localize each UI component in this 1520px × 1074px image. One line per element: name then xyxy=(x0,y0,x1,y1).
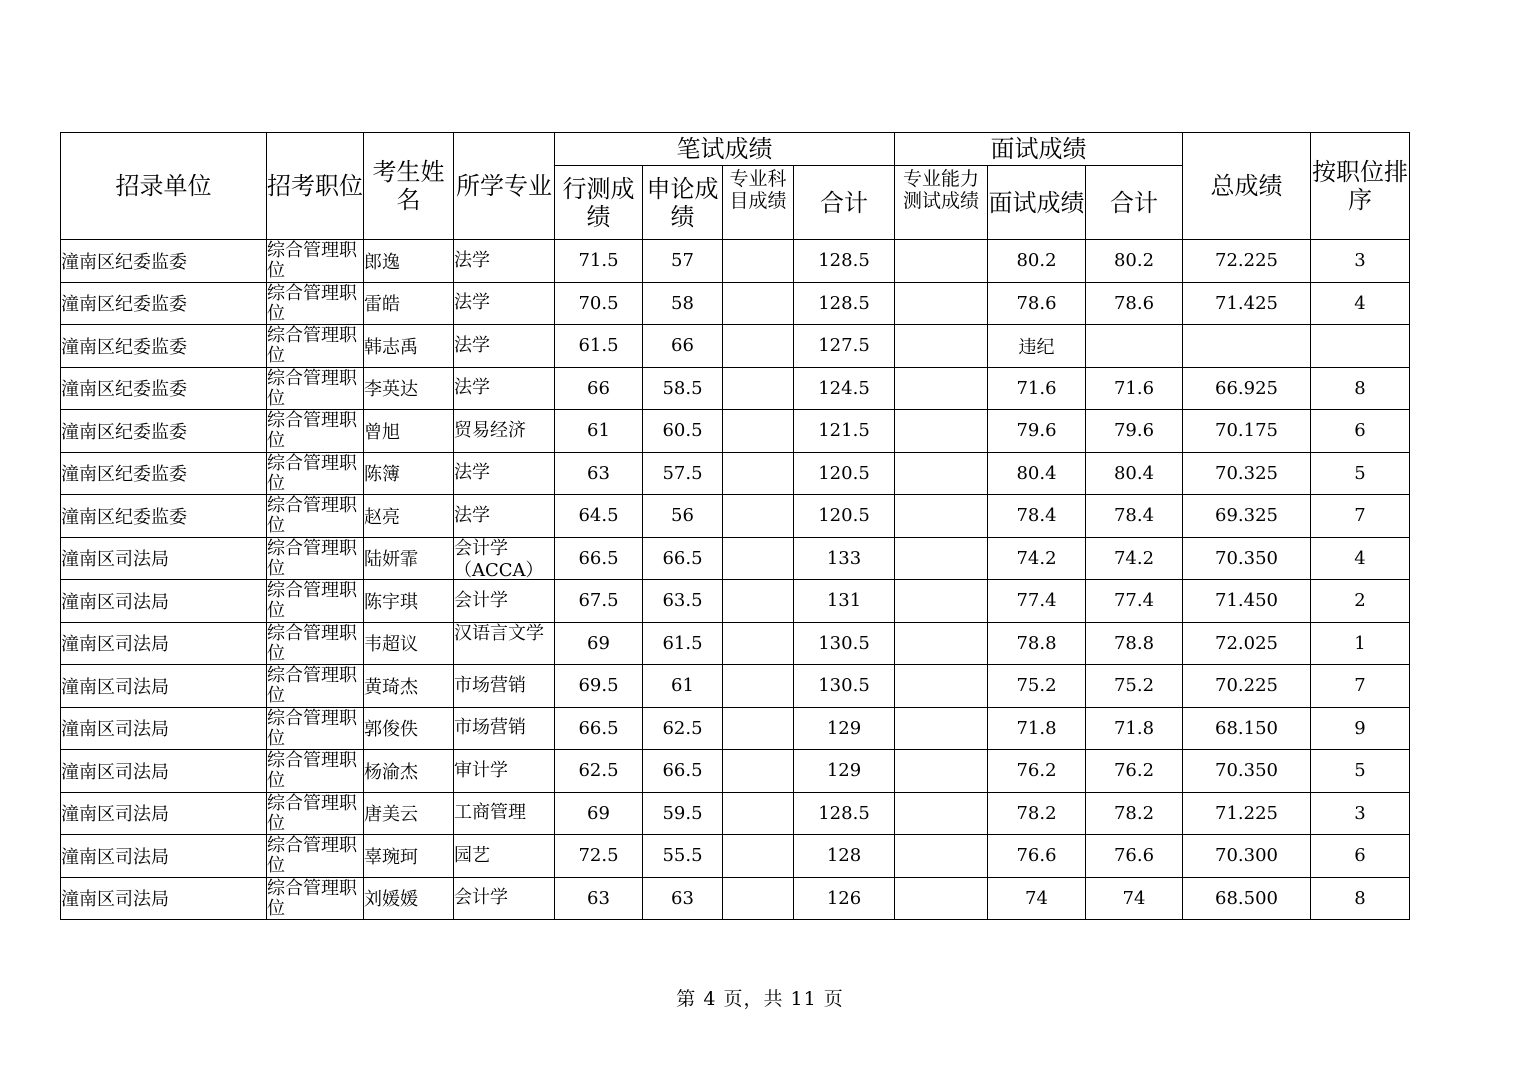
cell-written-total: 128.5 xyxy=(794,792,895,835)
cell-shenlun: 60.5 xyxy=(643,410,723,453)
cell-interview-total: 80.2 xyxy=(1086,240,1183,283)
cell-major xyxy=(454,835,555,878)
cell-major-text: 会计学（ACCA） xyxy=(454,538,544,579)
cell-prof-ability xyxy=(895,410,988,453)
cell-interview-total: 74.2 xyxy=(1086,537,1183,580)
cell-total: 68.500 xyxy=(1183,877,1311,920)
header-written-group: 笔试成绩 xyxy=(555,133,895,166)
cell-xingce: 69.5 xyxy=(555,665,643,708)
cell-prof-subject xyxy=(723,495,794,538)
cell-rank: 6 xyxy=(1311,410,1410,453)
cell-position-text: 综合管理职位 xyxy=(267,792,357,834)
cell-interview-score: 75.2 xyxy=(988,665,1086,708)
cell-xingce: 62.5 xyxy=(555,750,643,793)
cell-interview-total: 71.6 xyxy=(1086,367,1183,410)
cell-prof-subject xyxy=(723,622,794,665)
cell-written-total: 131 xyxy=(794,580,895,623)
cell-major-text: 法学 xyxy=(454,504,490,526)
cell-name: 韩志禹 xyxy=(364,325,454,368)
cell-shenlun: 55.5 xyxy=(643,835,723,878)
cell-position xyxy=(267,835,364,878)
cell-unit: 潼南区司法局 xyxy=(61,665,267,708)
cell-rank: 4 xyxy=(1311,282,1410,325)
cell-position-text: 综合管理职位 xyxy=(267,495,357,536)
cell-xingce: 66.5 xyxy=(555,707,643,750)
cell-interview-score: 74.2 xyxy=(988,537,1086,580)
cell-total: 70.325 xyxy=(1183,452,1311,495)
cell-position-text: 综合管理职位 xyxy=(267,452,357,494)
cell-prof-subject xyxy=(723,792,794,835)
cell-interview-score: 71.8 xyxy=(988,707,1086,750)
cell-interview-score: 80.4 xyxy=(988,452,1086,495)
cell-major xyxy=(454,282,555,325)
cell-position xyxy=(267,580,364,623)
cell-position-text: 综合管理职位 xyxy=(267,707,357,749)
cell-position xyxy=(267,622,364,665)
cell-unit: 潼南区司法局 xyxy=(61,750,267,793)
cell-name: 唐美云 xyxy=(364,792,454,835)
cell-unit: 潼南区纪委监委 xyxy=(61,325,267,368)
cell-written-total: 124.5 xyxy=(794,367,895,410)
cell-position xyxy=(267,410,364,453)
cell-rank: 8 xyxy=(1311,877,1410,920)
cell-prof-subject xyxy=(723,282,794,325)
cell-name: 辜琬珂 xyxy=(364,835,454,878)
header-interview-score: 面试成绩 xyxy=(988,166,1086,240)
cell-interview-total: 74 xyxy=(1086,877,1183,920)
cell-interview-score: 74 xyxy=(988,877,1086,920)
cell-prof-subject xyxy=(723,410,794,453)
cell-interview-total: 79.6 xyxy=(1086,410,1183,453)
cell-xingce: 72.5 xyxy=(555,835,643,878)
cell-major xyxy=(454,580,555,623)
cell-name: 曾旭 xyxy=(364,410,454,453)
cell-rank: 5 xyxy=(1311,750,1410,793)
cell-total: 70.350 xyxy=(1183,537,1311,580)
cell-prof-ability xyxy=(895,877,988,920)
header-major: 所学专业 xyxy=(454,133,555,240)
table-header xyxy=(61,133,1410,240)
cell-major-text: 汉语言文学 xyxy=(454,623,544,645)
cell-major-text: 工商管理 xyxy=(454,802,526,824)
cell-shenlun: 66.5 xyxy=(643,750,723,793)
cell-major xyxy=(454,240,555,283)
cell-prof-ability xyxy=(895,750,988,793)
cell-name: 陆妍霏 xyxy=(364,537,454,580)
cell-interview-score: 违纪 xyxy=(988,325,1086,368)
cell-major-text: 法学 xyxy=(454,462,490,484)
cell-unit: 潼南区司法局 xyxy=(61,877,267,920)
cell-unit: 潼南区纪委监委 xyxy=(61,367,267,410)
cell-xingce: 66 xyxy=(555,367,643,410)
cell-major xyxy=(454,622,555,665)
cell-written-total: 130.5 xyxy=(794,665,895,708)
header-name: 考生姓名 xyxy=(364,133,454,240)
cell-total: 70.350 xyxy=(1183,750,1311,793)
cell-shenlun: 58.5 xyxy=(643,367,723,410)
cell-xingce: 67.5 xyxy=(555,580,643,623)
cell-written-total: 120.5 xyxy=(794,495,895,538)
cell-shenlun: 66.5 xyxy=(643,537,723,580)
cell-name: 陈宇琪 xyxy=(364,580,454,623)
cell-prof-ability xyxy=(895,792,988,835)
table-row xyxy=(61,495,1410,538)
cell-interview-total: 76.2 xyxy=(1086,750,1183,793)
cell-written-total: 133 xyxy=(794,537,895,580)
cell-unit: 潼南区司法局 xyxy=(61,835,267,878)
cell-written-total: 121.5 xyxy=(794,410,895,453)
cell-major-text: 审计学 xyxy=(454,759,508,781)
header-prof-ability-text: 专业能力测试成绩 xyxy=(902,168,979,212)
cell-major-text: 法学 xyxy=(454,377,490,399)
table-row xyxy=(61,707,1410,750)
cell-xingce: 61.5 xyxy=(555,325,643,368)
cell-position xyxy=(267,325,364,368)
cell-position-text: 综合管理职位 xyxy=(267,835,357,876)
cell-major xyxy=(454,495,555,538)
cell-major-text: 法学 xyxy=(454,249,490,271)
cell-shenlun: 57 xyxy=(643,240,723,283)
cell-name: 李英达 xyxy=(364,367,454,410)
cell-unit: 潼南区纪委监委 xyxy=(61,410,267,453)
cell-unit: 潼南区纪委监委 xyxy=(61,495,267,538)
cell-unit: 潼南区司法局 xyxy=(61,707,267,750)
cell-major-text: 会计学 xyxy=(454,887,508,909)
cell-position xyxy=(267,452,364,495)
table-row xyxy=(61,410,1410,453)
cell-position-text: 综合管理职位 xyxy=(267,580,357,621)
cell-total: 71.425 xyxy=(1183,282,1311,325)
cell-position-text: 综合管理职位 xyxy=(267,282,357,324)
cell-total: 71.225 xyxy=(1183,792,1311,835)
cell-name: 杨渝杰 xyxy=(364,750,454,793)
cell-unit: 潼南区纪委监委 xyxy=(61,452,267,495)
cell-unit: 潼南区纪委监委 xyxy=(61,240,267,283)
cell-prof-ability xyxy=(895,580,988,623)
page-footer: 第 4 页，共 11 页 xyxy=(676,988,844,1010)
header-xingce: 行测成绩 xyxy=(555,166,643,240)
cell-major xyxy=(454,707,555,750)
table-body xyxy=(61,240,1410,920)
cell-shenlun: 66 xyxy=(643,325,723,368)
cell-xingce: 71.5 xyxy=(555,240,643,283)
header-shenlun: 申论成绩 xyxy=(643,166,723,240)
cell-prof-ability xyxy=(895,495,988,538)
table-row xyxy=(61,750,1410,793)
cell-major xyxy=(454,665,555,708)
cell-total: 72.225 xyxy=(1183,240,1311,283)
cell-prof-ability xyxy=(895,537,988,580)
cell-rank xyxy=(1311,325,1410,368)
cell-interview-total: 76.6 xyxy=(1086,835,1183,878)
cell-shenlun: 59.5 xyxy=(643,792,723,835)
cell-written-total: 130.5 xyxy=(794,622,895,665)
cell-major xyxy=(454,452,555,495)
cell-prof-subject xyxy=(723,325,794,368)
cell-written-total: 128.5 xyxy=(794,282,895,325)
cell-xingce: 69 xyxy=(555,792,643,835)
cell-interview-score: 71.6 xyxy=(988,367,1086,410)
cell-total: 70.300 xyxy=(1183,835,1311,878)
cell-interview-score: 79.6 xyxy=(988,410,1086,453)
cell-major xyxy=(454,325,555,368)
header-written-total: 合计 xyxy=(794,166,895,240)
cell-interview-score: 76.6 xyxy=(988,835,1086,878)
cell-shenlun: 61 xyxy=(643,665,723,708)
cell-prof-subject xyxy=(723,537,794,580)
cell-major-text: 会计学 xyxy=(454,589,508,611)
cell-interview-total: 78.2 xyxy=(1086,792,1183,835)
cell-prof-ability xyxy=(895,325,988,368)
cell-rank: 3 xyxy=(1311,792,1410,835)
cell-position-text: 综合管理职位 xyxy=(267,325,357,366)
cell-rank: 7 xyxy=(1311,495,1410,538)
cell-written-total: 127.5 xyxy=(794,325,895,368)
cell-interview-score: 78.6 xyxy=(988,282,1086,325)
table-row xyxy=(61,665,1410,708)
cell-rank: 8 xyxy=(1311,367,1410,410)
cell-xingce: 66.5 xyxy=(555,537,643,580)
cell-unit: 潼南区纪委监委 xyxy=(61,282,267,325)
cell-name: 刘媛媛 xyxy=(364,877,454,920)
table-row xyxy=(61,367,1410,410)
cell-rank: 5 xyxy=(1311,452,1410,495)
cell-prof-ability xyxy=(895,835,988,878)
cell-position-text: 综合管理职位 xyxy=(267,537,357,579)
cell-written-total: 129 xyxy=(794,750,895,793)
cell-position-text: 综合管理职位 xyxy=(267,750,357,791)
cell-major xyxy=(454,877,555,920)
cell-position-text: 综合管理职位 xyxy=(267,240,357,281)
cell-position-text: 综合管理职位 xyxy=(267,410,357,451)
cell-position xyxy=(267,537,364,580)
table-row xyxy=(61,580,1410,623)
cell-major-text: 贸易经济 xyxy=(454,419,526,441)
cell-interview-total: 80.4 xyxy=(1086,452,1183,495)
cell-written-total: 129 xyxy=(794,707,895,750)
cell-total: 70.225 xyxy=(1183,665,1311,708)
cell-prof-subject xyxy=(723,367,794,410)
cell-major xyxy=(454,537,555,580)
cell-interview-score: 76.2 xyxy=(988,750,1086,793)
table-row xyxy=(61,452,1410,495)
cell-shenlun: 63.5 xyxy=(643,580,723,623)
cell-xingce: 61 xyxy=(555,410,643,453)
cell-prof-ability xyxy=(895,622,988,665)
cell-shenlun: 63 xyxy=(643,877,723,920)
cell-interview-total: 77.4 xyxy=(1086,580,1183,623)
cell-xingce: 64.5 xyxy=(555,495,643,538)
cell-interview-score: 78.2 xyxy=(988,792,1086,835)
cell-total: 72.025 xyxy=(1183,622,1311,665)
cell-total xyxy=(1183,325,1311,368)
cell-prof-subject xyxy=(723,835,794,878)
cell-xingce: 70.5 xyxy=(555,282,643,325)
cell-prof-ability xyxy=(895,707,988,750)
cell-shenlun: 62.5 xyxy=(643,707,723,750)
cell-interview-total: 78.4 xyxy=(1086,495,1183,538)
cell-name: 郎逸 xyxy=(364,240,454,283)
cell-rank: 3 xyxy=(1311,240,1410,283)
header-rank: 按职位排序 xyxy=(1311,133,1410,240)
cell-shenlun: 57.5 xyxy=(643,452,723,495)
cell-interview-score: 80.2 xyxy=(988,240,1086,283)
cell-written-total: 126 xyxy=(794,877,895,920)
table-row xyxy=(61,877,1410,920)
table-row xyxy=(61,537,1410,580)
cell-position-text: 综合管理职位 xyxy=(267,665,357,706)
cell-unit: 潼南区司法局 xyxy=(61,580,267,623)
table-row xyxy=(61,325,1410,368)
cell-position xyxy=(267,665,364,708)
cell-prof-subject xyxy=(723,665,794,708)
cell-prof-subject xyxy=(723,240,794,283)
header-prof-subject-text: 专业科目成绩 xyxy=(729,168,787,212)
cell-major-text: 市场营销 xyxy=(454,674,526,696)
cell-interview-total: 71.8 xyxy=(1086,707,1183,750)
cell-interview-total: 78.6 xyxy=(1086,282,1183,325)
cell-position-text: 综合管理职位 xyxy=(267,367,357,409)
cell-interview-score: 78.4 xyxy=(988,495,1086,538)
cell-major-text: 园艺 xyxy=(454,844,490,866)
cell-xingce: 63 xyxy=(555,877,643,920)
cell-written-total: 120.5 xyxy=(794,452,895,495)
header-interview-group: 面试成绩 xyxy=(895,133,1183,166)
table-row xyxy=(61,835,1410,878)
cell-prof-subject xyxy=(723,580,794,623)
table-row xyxy=(61,240,1410,283)
cell-prof-ability xyxy=(895,240,988,283)
cell-prof-subject xyxy=(723,707,794,750)
cell-xingce: 69 xyxy=(555,622,643,665)
cell-major xyxy=(454,750,555,793)
score-table xyxy=(60,132,1410,920)
cell-rank: 1 xyxy=(1311,622,1410,665)
cell-position xyxy=(267,367,364,410)
cell-name: 赵亮 xyxy=(364,495,454,538)
cell-prof-ability xyxy=(895,665,988,708)
cell-interview-total: 78.8 xyxy=(1086,622,1183,665)
cell-xingce: 63 xyxy=(555,452,643,495)
cell-position xyxy=(267,707,364,750)
header-prof-subject xyxy=(723,166,794,240)
table-row xyxy=(61,282,1410,325)
cell-total: 69.325 xyxy=(1183,495,1311,538)
cell-prof-subject xyxy=(723,877,794,920)
cell-rank: 9 xyxy=(1311,707,1410,750)
cell-major xyxy=(454,367,555,410)
cell-rank: 6 xyxy=(1311,835,1410,878)
cell-name: 雷皓 xyxy=(364,282,454,325)
header-prof-ability xyxy=(895,166,988,240)
cell-position xyxy=(267,495,364,538)
cell-prof-subject xyxy=(723,750,794,793)
cell-shenlun: 61.5 xyxy=(643,622,723,665)
cell-position xyxy=(267,282,364,325)
cell-prof-ability xyxy=(895,282,988,325)
cell-major xyxy=(454,792,555,835)
cell-name: 韦超议 xyxy=(364,622,454,665)
cell-unit: 潼南区司法局 xyxy=(61,622,267,665)
cell-rank: 7 xyxy=(1311,665,1410,708)
cell-shenlun: 56 xyxy=(643,495,723,538)
cell-rank: 2 xyxy=(1311,580,1410,623)
cell-interview-total xyxy=(1086,325,1183,368)
header-unit: 招录单位 xyxy=(61,133,267,240)
cell-prof-ability xyxy=(895,452,988,495)
cell-major xyxy=(454,410,555,453)
cell-position-text: 综合管理职位 xyxy=(267,622,357,664)
cell-unit: 潼南区司法局 xyxy=(61,537,267,580)
cell-position-text: 综合管理职位 xyxy=(267,877,357,919)
cell-rank: 4 xyxy=(1311,537,1410,580)
header-position: 招考职位 xyxy=(267,133,364,240)
cell-name: 郭俊佚 xyxy=(364,707,454,750)
cell-position xyxy=(267,750,364,793)
table-row xyxy=(61,622,1410,665)
header-interview-total: 合计 xyxy=(1086,166,1183,240)
cell-shenlun: 58 xyxy=(643,282,723,325)
cell-total: 71.450 xyxy=(1183,580,1311,623)
cell-major-text: 法学 xyxy=(454,334,490,356)
cell-name: 黄琦杰 xyxy=(364,665,454,708)
cell-prof-ability xyxy=(895,367,988,410)
cell-position xyxy=(267,240,364,283)
cell-total: 66.925 xyxy=(1183,367,1311,410)
header-total: 总成绩 xyxy=(1183,133,1311,240)
cell-total: 70.175 xyxy=(1183,410,1311,453)
cell-total: 68.150 xyxy=(1183,707,1311,750)
cell-position xyxy=(267,877,364,920)
cell-interview-score: 78.8 xyxy=(988,622,1086,665)
cell-name: 陈簿 xyxy=(364,452,454,495)
table-row xyxy=(61,792,1410,835)
cell-written-total: 128 xyxy=(794,835,895,878)
cell-major-text: 法学 xyxy=(454,292,490,314)
cell-interview-score: 77.4 xyxy=(988,580,1086,623)
cell-major-text: 市场营销 xyxy=(454,717,526,739)
cell-written-total: 128.5 xyxy=(794,240,895,283)
cell-prof-subject xyxy=(723,452,794,495)
cell-interview-total: 75.2 xyxy=(1086,665,1183,708)
cell-unit: 潼南区司法局 xyxy=(61,792,267,835)
cell-position xyxy=(267,792,364,835)
